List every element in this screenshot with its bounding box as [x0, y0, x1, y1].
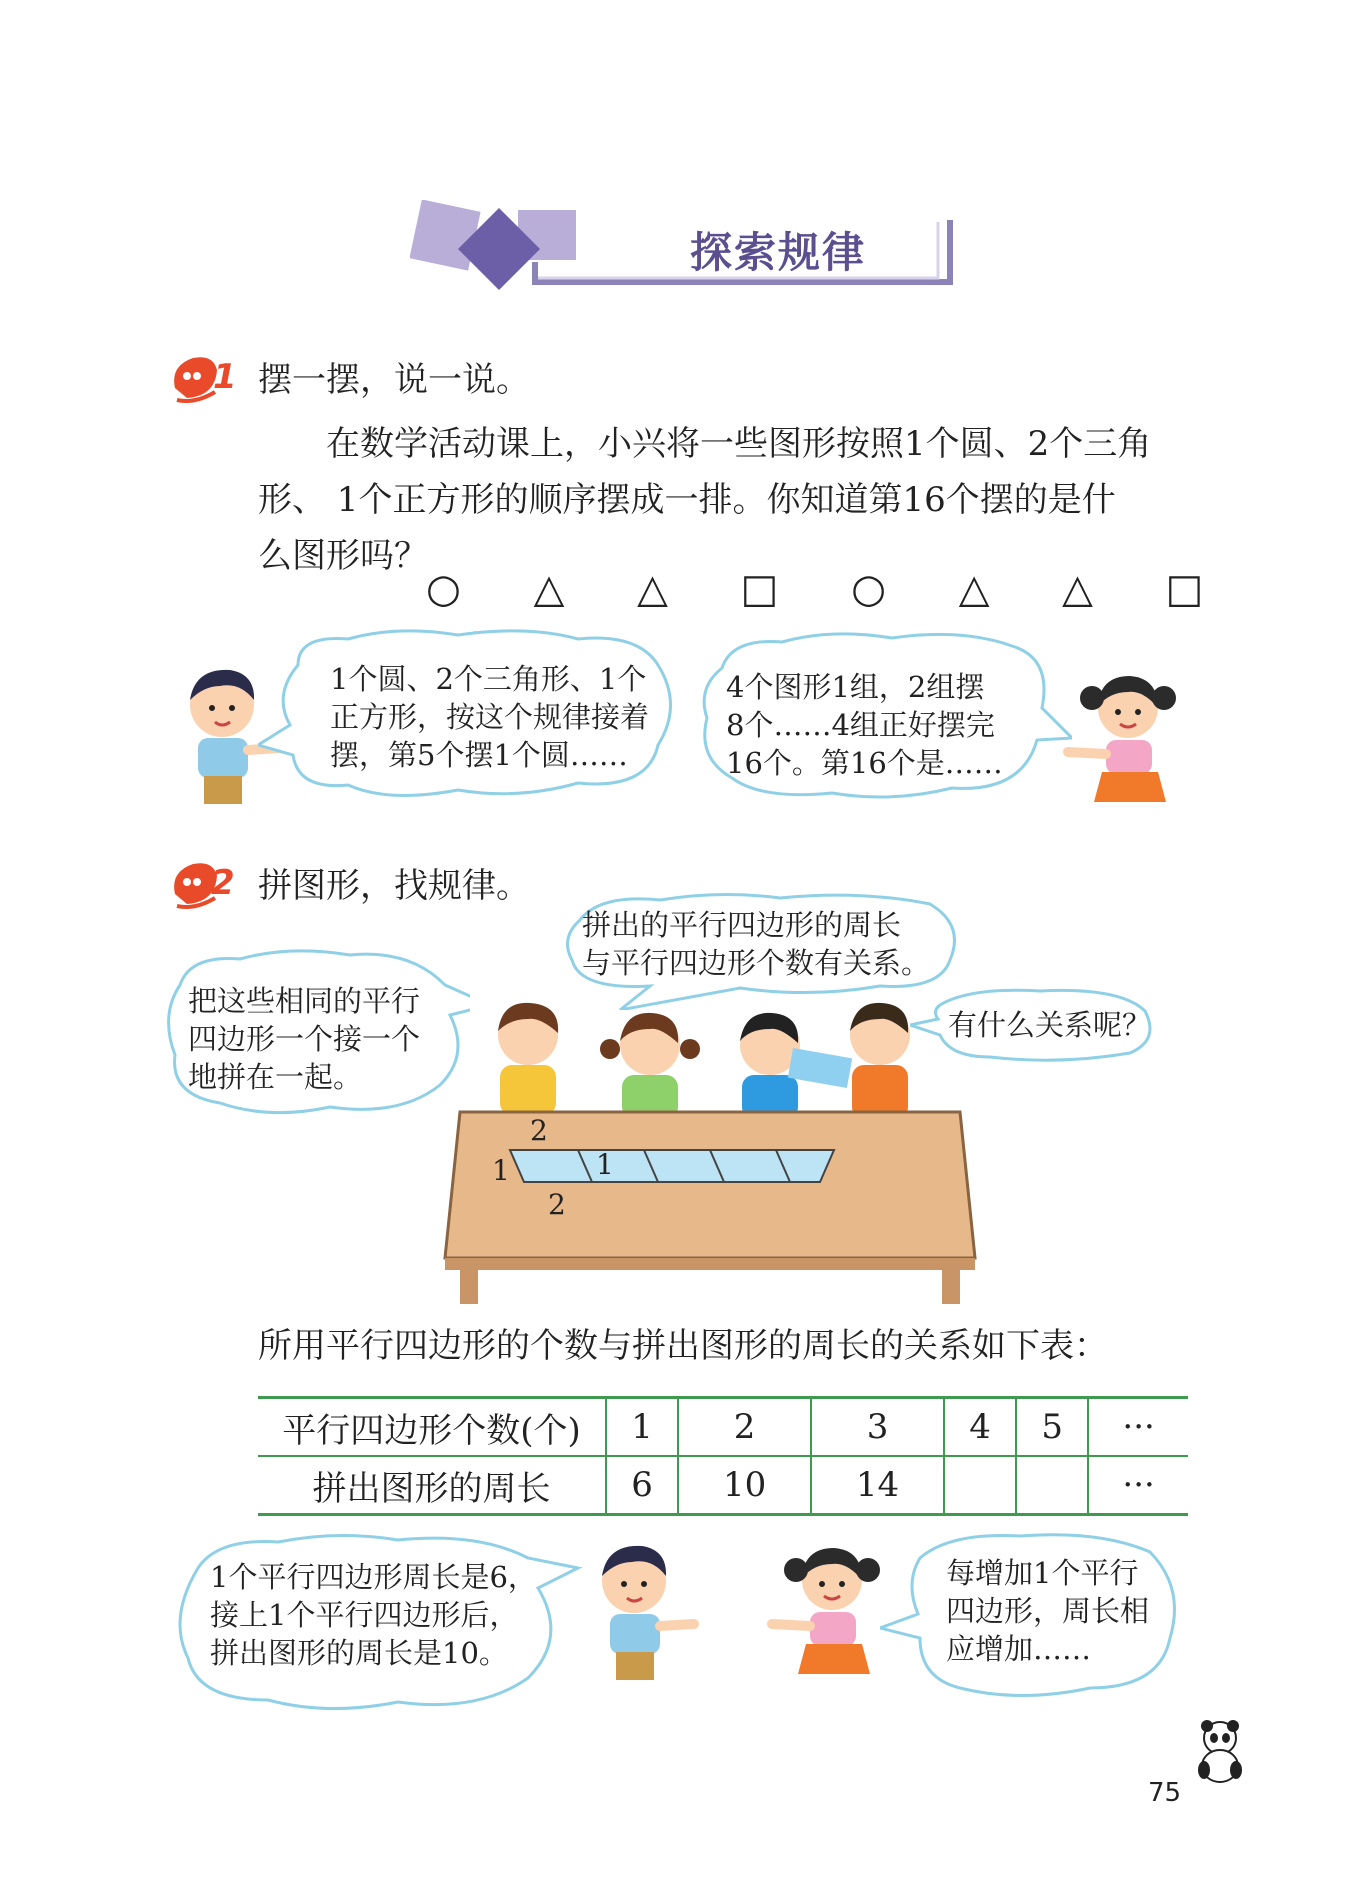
table-cell: 3: [811, 1398, 944, 1457]
side-label-inner: 1: [596, 1148, 614, 1181]
bubble-line: 把这些相同的平行: [188, 984, 421, 1018]
girl-bubble-text: [726, 668, 1003, 782]
bottom-right-bubble-text: [946, 1554, 1149, 1668]
table-caption: 所用平行四边形的个数与拼出图形的周长的关系如下表：: [258, 1326, 1108, 1366]
row-header: 平行四边形个数(个): [258, 1398, 606, 1457]
table-cell: ···: [1088, 1398, 1188, 1457]
svg-text:2: 2: [211, 863, 235, 903]
girl-illustration-icon: [762, 1540, 892, 1680]
bubble-line: 正方形，按这个规律接着: [330, 700, 650, 734]
bubble-line: 8个……4组正好摆完: [726, 708, 995, 742]
girl-illustration-icon: [1058, 668, 1188, 808]
bubble-line: 地拼在一起。: [188, 1060, 363, 1094]
panda-icon: [1190, 1718, 1250, 1788]
svg-text:1: 1: [213, 357, 237, 397]
left-bubble-text: [188, 982, 420, 1096]
row-header: 拼出图形的周长: [258, 1456, 606, 1515]
table-cell: [1016, 1456, 1088, 1515]
table-row: [258, 1456, 1188, 1515]
right-bubble-text: 有什么关系呢？: [948, 1008, 1152, 1042]
question-2-heading: 拼图形，找规律。: [258, 866, 530, 906]
bubble-line: 应增加……: [946, 1632, 1092, 1666]
table-cell: 6: [606, 1456, 678, 1515]
table-row: [258, 1398, 1188, 1457]
para-line: 么图形吗？: [258, 536, 428, 576]
side-label-left: 1: [492, 1154, 510, 1187]
question-1-heading: 摆一摆，说一说。: [258, 360, 530, 400]
shape-sequence: ○ △ △ □ ○ △ △ □: [426, 566, 1234, 612]
bubble-line: 4个图形1组，2组摆: [726, 670, 985, 704]
boy-bubble-text: [330, 660, 649, 774]
table-cell: [944, 1456, 1016, 1515]
bubble-line: 拼出的平行四边形的周长: [582, 908, 902, 942]
boy-illustration-icon: [572, 1536, 702, 1686]
bubble-line: 摆，第5个摆1个圆……: [330, 738, 628, 772]
relation-table: [258, 1396, 1188, 1516]
side-label-top: 2: [530, 1114, 548, 1147]
desk-illustration: [440, 1108, 980, 1304]
para-line: 形、 1个正方形的顺序摆成一排。你知道第16个摆的是什: [258, 480, 1116, 520]
side-label-bottom: 2: [548, 1188, 566, 1221]
table-cell: 1: [606, 1398, 678, 1457]
page-title: 探索规律: [690, 228, 867, 277]
bubble-line: 四边形，周长相: [946, 1594, 1150, 1628]
page-number: 75: [1148, 1778, 1182, 1808]
bubble-line: 每增加1个平行: [946, 1556, 1139, 1590]
bubble-line: 16个。第16个是……: [726, 746, 1003, 780]
children-group-icon: [470, 995, 950, 1125]
para-line: 在数学活动课上，小兴将一些图形按照1个圆、2个三角: [326, 424, 1152, 464]
bubble-line: 与平行四边形个数有关系。: [582, 946, 931, 980]
bubble-line: 1个圆、2个三角形、1个: [330, 662, 647, 696]
table-cell: 4: [944, 1398, 1016, 1457]
question-1-paragraph: [258, 416, 1151, 584]
table-cell: ···: [1088, 1456, 1188, 1515]
bubble-line: 接上1个平行四边形后，: [210, 1598, 519, 1632]
bubble-line: 1个平行四边形周长是6，: [210, 1560, 537, 1594]
table-cell: 2: [678, 1398, 811, 1457]
question-2-badge-icon: [165, 854, 245, 910]
bottom-left-bubble-text: [210, 1558, 537, 1672]
table-cell: 10: [678, 1456, 811, 1515]
bubble-line: 拼出图形的周长是10。: [210, 1636, 508, 1670]
top-bubble-text: [582, 906, 930, 982]
question-1-badge-icon: [165, 348, 245, 404]
table-cell: 14: [811, 1456, 944, 1515]
bubble-line: 四边形一个接一个: [188, 1022, 421, 1056]
table-cell: 5: [1016, 1398, 1088, 1457]
